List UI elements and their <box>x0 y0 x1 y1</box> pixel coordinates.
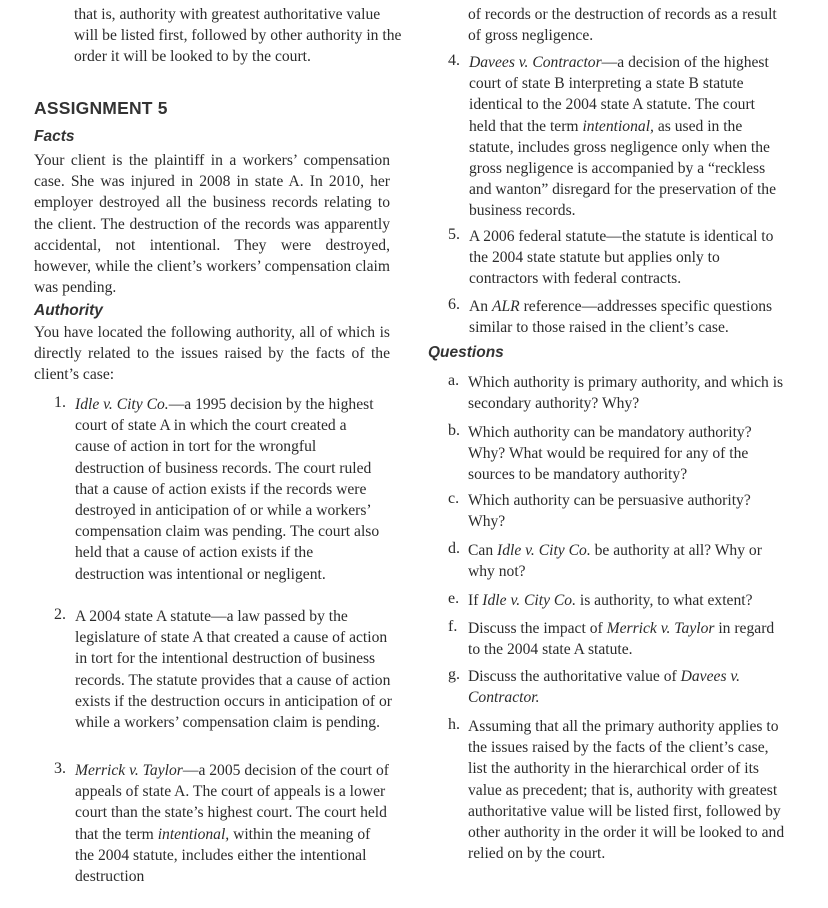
authority-item-4 <box>428 52 785 222</box>
authority-item-5 <box>428 226 785 290</box>
question-text: Discuss the impact of <box>468 620 607 637</box>
question-letter: d. <box>448 540 460 557</box>
case-name: Idle v. City Co. <box>75 396 169 413</box>
item-text: A 2006 federal statute—the statute is identical to the 2004 state statute but applies only to contractors with federal contracts. <box>469 228 774 288</box>
question-text: Assuming that all the primary authority applies to the issues raised by the facts of the client’s case, list the authority in the hierarchical order of its value as precedent; that is, authority with greatest authoritative value will be listed first, followed by other authority in the order it will be looked to and relied on by the court. <box>468 718 785 863</box>
question-text: Which authority can be persuasive authority? Why? <box>468 492 751 531</box>
question-letter: c. <box>448 490 460 507</box>
question-e <box>428 590 798 611</box>
item-text-continued: within the meaning of the 2004 statute, includes either the intentional destruction <box>75 825 371 886</box>
defined-term: intentional, <box>582 117 654 135</box>
item-text: —a decision of the highest court of state B interpreting a state B statute identical to the 2004 state A statute. The court held that the term <box>469 54 769 135</box>
question-d <box>428 540 788 582</box>
item-text: An <box>469 298 492 315</box>
case-name: Davees v. Contractor <box>469 54 602 71</box>
authority-heading: Authority <box>34 302 103 319</box>
case-name: Merrick v. Taylor <box>606 620 715 637</box>
item-number: 5. <box>448 226 460 243</box>
item-text: A 2004 state A statute—a law passed by the legislature of state A that created a cause of action in tort for the intentional destruction of business records. The statute provides that a cause of action exists if the destruction occurs in anticipation of or while a workers’ compensation claim is pending. <box>75 608 392 732</box>
item-text-continued: reference—addresses specific questions similar to those raised in the client’s case. <box>469 298 773 337</box>
case-name: Davees v. Contractor. <box>468 668 741 707</box>
authority-item-2 <box>34 606 393 733</box>
item-number: 1. <box>54 394 66 411</box>
question-text: Which authority can be mandatory authority? Why? What would be required for any of the sources to be mandatory authority? <box>468 424 752 484</box>
facts-heading: Facts <box>34 128 75 145</box>
question-text-continued: is authority, to what extent? <box>575 592 753 609</box>
question-text-continued: in regard to the 2004 state A statute. <box>468 620 775 659</box>
right-continuation-text: of records or the destruction of records as a result of gross negligence. <box>468 6 777 45</box>
question-b <box>428 422 788 486</box>
item-text: —a 1995 decision by the highest court of state A in which the court created a cause of action in tort for the wrongful destruction of business records. The court ruled that a cause of action exists if the records were destroyed in anticipation of or while a workers’ compensation claim was pending. The court also held that a cause of action exists if the destruction was intentional or negligent. <box>75 396 380 583</box>
question-text-continued: be authority at all? Why or why not? <box>468 542 762 581</box>
item-number: 4. <box>448 52 460 69</box>
item-number: 3. <box>54 760 66 777</box>
question-letter: e. <box>448 590 460 607</box>
item-number: 2. <box>54 606 66 623</box>
question-a <box>428 372 788 414</box>
question-text: Which authority is primary authority, and which is secondary authority? Why? <box>468 374 784 413</box>
authority-item-3 <box>34 760 393 887</box>
case-name: Idle v. City Co. <box>497 542 591 559</box>
assignment-heading: ASSIGNMENT 5 <box>34 98 168 118</box>
question-letter: g. <box>448 666 460 683</box>
question-h <box>428 716 788 864</box>
questions-heading: Questions <box>428 344 504 361</box>
question-letter: f. <box>448 618 458 635</box>
case-name: Merrick v. Taylor <box>75 762 183 779</box>
alr-reference: ALR <box>491 298 520 315</box>
question-f <box>428 618 788 660</box>
authority-intro-paragraph: You have located the following authority, all of which is directly related to the issues raised by the facts of the client’s case: <box>34 324 390 384</box>
case-name: Idle v. City Co. <box>482 592 576 609</box>
item-text: —a 2005 decision of the court of appeals of state A. The court of appeals is a lower court than the state’s highest court. The court held that the term <box>75 762 389 843</box>
question-g <box>428 666 788 708</box>
left-continuation-text: that is, authority with greatest authoritative value will be listed first, followed by other authority in the order it will be looked to by the court. <box>74 6 402 66</box>
question-letter: b. <box>448 422 460 439</box>
question-text: Discuss the authoritative value of <box>468 668 681 685</box>
authority-item-6 <box>428 296 785 338</box>
question-c <box>428 490 788 532</box>
item-text-continued: as used in the statute, includes gross negligence only when the gross negligence is accompanied by a “reckless and wanton” disregard for the preservation of the business records. <box>469 117 776 220</box>
question-text: Can <box>468 542 498 559</box>
item-number: 6. <box>448 296 460 313</box>
defined-term: intentional, <box>157 825 230 843</box>
authority-item-1 <box>34 394 385 585</box>
question-text: If <box>468 592 483 609</box>
facts-paragraph: Your client is the plaintiff in a workers’ compensation case. She was injured in 2008 in state A. In 2010, her employer destroyed all the business records relating to the client. The destruction of the records was apparently accidental, not intentional. They were destroyed, however, while the client’s workers’ compensation claim was pending. <box>34 152 390 297</box>
question-letter: a. <box>448 372 460 389</box>
question-letter: h. <box>448 716 460 733</box>
